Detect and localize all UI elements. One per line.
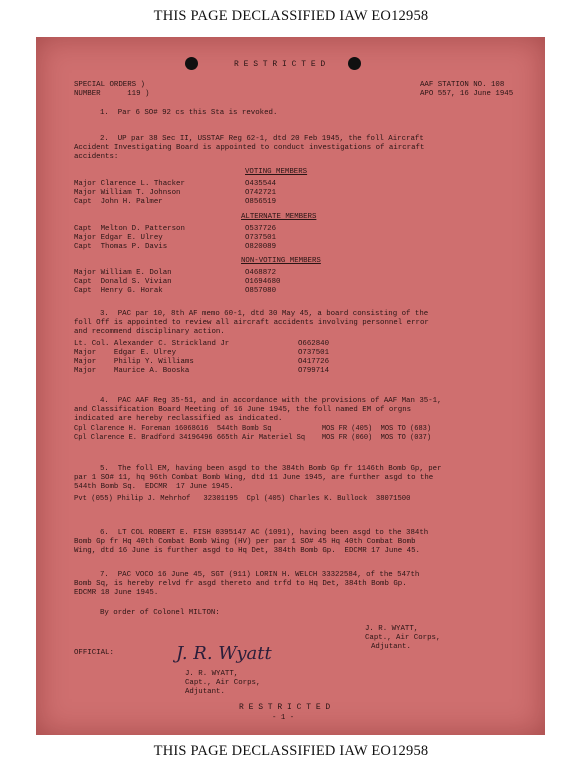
board-member-name: Lt. Col. Alexander C. Strickland Jr [74,340,230,348]
signature-block-rank: Capt., Air Corps, [365,634,441,642]
member-serial: O742721 [245,189,277,197]
member-name: Capt John H. Palmer [74,198,163,206]
member-serial: O1694680 [245,278,281,286]
paragraph-4-line: and Classification Board Meeting of 16 June 1945, the foll named EM of orgns [74,406,412,414]
official-signature-rank: Capt., Air Corps, [185,679,261,687]
member-name: Major William E. Dolan [74,269,172,277]
number-label: NUMBER 119 ) [74,90,150,98]
paragraph-6-line: Bomb Gp fr Hq 40th Combat Bomb Wing (HV) per par 1 SO# 45 Hq 40th Combat Bomb [74,538,416,546]
paragraph-2-line: 2. UP par 38 Sec II, USSTAF Reg 62-1, dtd 20 Feb 1945, the foll Aircraft [100,135,424,143]
board-member-serial: O662840 [298,340,330,348]
classification-bottom: R E S T R I C T E D [239,703,331,712]
member-name: Major Clarence L. Thacker [74,180,185,188]
member-name: Major William T. Johnson [74,189,181,197]
paragraph-7-line: 7. PAC VOCO 16 June 45, SGT (911) LORIN H. WELCH 33322584, of the 547th [100,571,420,579]
reclassification-row: Cpl Clarence E. Bradford 34196496 665th Air Materiel Sq MOS FR (060) MOS TO (037) [74,434,432,442]
paragraph-6-line: Wing, dtd 16 June is further asgd to Hq Det, 384th Bomb Gp. EDCMR 17 June 45. [74,547,420,555]
signature-block-title: Adjutant. [371,643,411,651]
handwritten-signature: J. R. Wyatt [176,643,272,664]
apo-date-label: APO 557, 16 June 1945 [420,90,514,98]
official-signature-name: J. R. WYATT, [185,670,239,678]
board-member-serial: O737501 [298,349,330,357]
nonvoting-members-header: NON-VOTING MEMBERS [241,257,321,265]
special-orders-label: SPECIAL ORDERS ) [74,81,145,89]
paragraph-1: 1. Par 6 SO# 92 cs this Sta is revoked. [100,109,278,117]
alternate-members-header: ALTERNATE MEMBERS [241,213,317,221]
paragraph-3-line: and recommend disciplinary action. [74,328,225,336]
member-name: Capt Melton D. Patterson [74,225,185,233]
paragraph-5-line: par 1 SO# 11, hq 96th Combat Bomb Wing, dtd 11 June 1945, are further asgd to the [74,474,434,482]
board-member-name: Major Edgar E. Ulrey [74,349,177,357]
document-page [36,37,545,735]
member-serial: O857080 [245,287,277,295]
member-name: Capt Henry G. Horak [74,287,163,295]
punch-hole [185,57,198,70]
member-name: Major Edgar E. Ulrey [74,234,163,242]
paragraph-6-line: 6. LT COL ROBERT E. FISH 0395147 AC (1091), having been asgd to the 384th [100,529,429,537]
member-serial: O468872 [245,269,277,277]
board-member-name: Major Maurice A. Booska [74,367,190,375]
paragraph-3-line: 3. PAC par 10, 8th AF memo 60-1, dtd 30 May 45, a board consisting of the [100,310,429,318]
board-member-serial: O417726 [298,358,330,366]
paragraph-7-line: Bomb Sq, is hereby relvd fr asgd thereto and trfd to Hq Det, 384th Bomb Gp. [74,580,407,588]
board-member-serial: O799714 [298,367,330,375]
declassified-banner-top: THIS PAGE DECLASSIFIED IAW EO12958 [153,8,429,24]
paragraph-5-line: 5. The foll EM, having been asgd to the 384th Bomb Gp fr 1146th Bomb Gp, per [100,465,442,473]
paragraph-5-names: Pvt (055) Philip J. Mehrhof 32301195 Cpl (405) Charles K. Bullock 38071500 [74,495,411,503]
paragraph-2-line: Accident Investigating Board is appointed to conduct investigations of aircraft [74,144,425,152]
voting-members-header: VOTING MEMBERS [245,168,308,176]
punch-hole [348,57,361,70]
signature-block-name: J. R. WYATT, [365,625,419,633]
by-order-line: By order of Colonel MILTON: [100,609,220,617]
official-signature-title: Adjutant. [185,688,225,696]
board-member-name: Major Philip Y. Williams [74,358,194,366]
member-serial: O435544 [245,180,277,188]
paragraph-5-line: 544th Bomb Sq. EDCMR 17 June 1945. [74,483,234,491]
declassified-banner-bottom: THIS PAGE DECLASSIFIED IAW EO12958 [153,743,429,759]
paragraph-2-line: accidents: [74,153,119,161]
member-serial: O737501 [245,234,277,242]
station-label: AAF STATION NO. 108 [420,81,505,89]
member-serial: O537726 [245,225,277,233]
classification-top: R E S T R I C T E D [234,60,326,69]
paragraph-7-line: EDCMR 18 June 1945. [74,589,159,597]
member-serial: O856519 [245,198,277,206]
paragraph-4-line: indicated are hereby reclassified as indicated. [74,415,283,423]
page-number: - 1 - [272,714,295,722]
paragraph-4-line: 4. PAC AAF Reg 35-51, and in accordance with the provisions of AAF Man 35-1, [100,397,442,405]
paragraph-3-line: foll Off is appointed to review all aircraft accidents involving personnel error [74,319,429,327]
reclassification-row: Cpl Clarence H. Foreman 16068616 544th Bomb Sq MOS FR (405) MOS TO (683) [74,425,432,433]
member-name: Capt Donald S. Vivian [74,278,172,286]
member-serial: O820089 [245,243,277,251]
official-label: OFFICIAL: [74,649,114,657]
member-name: Capt Thomas P. Davis [74,243,168,251]
